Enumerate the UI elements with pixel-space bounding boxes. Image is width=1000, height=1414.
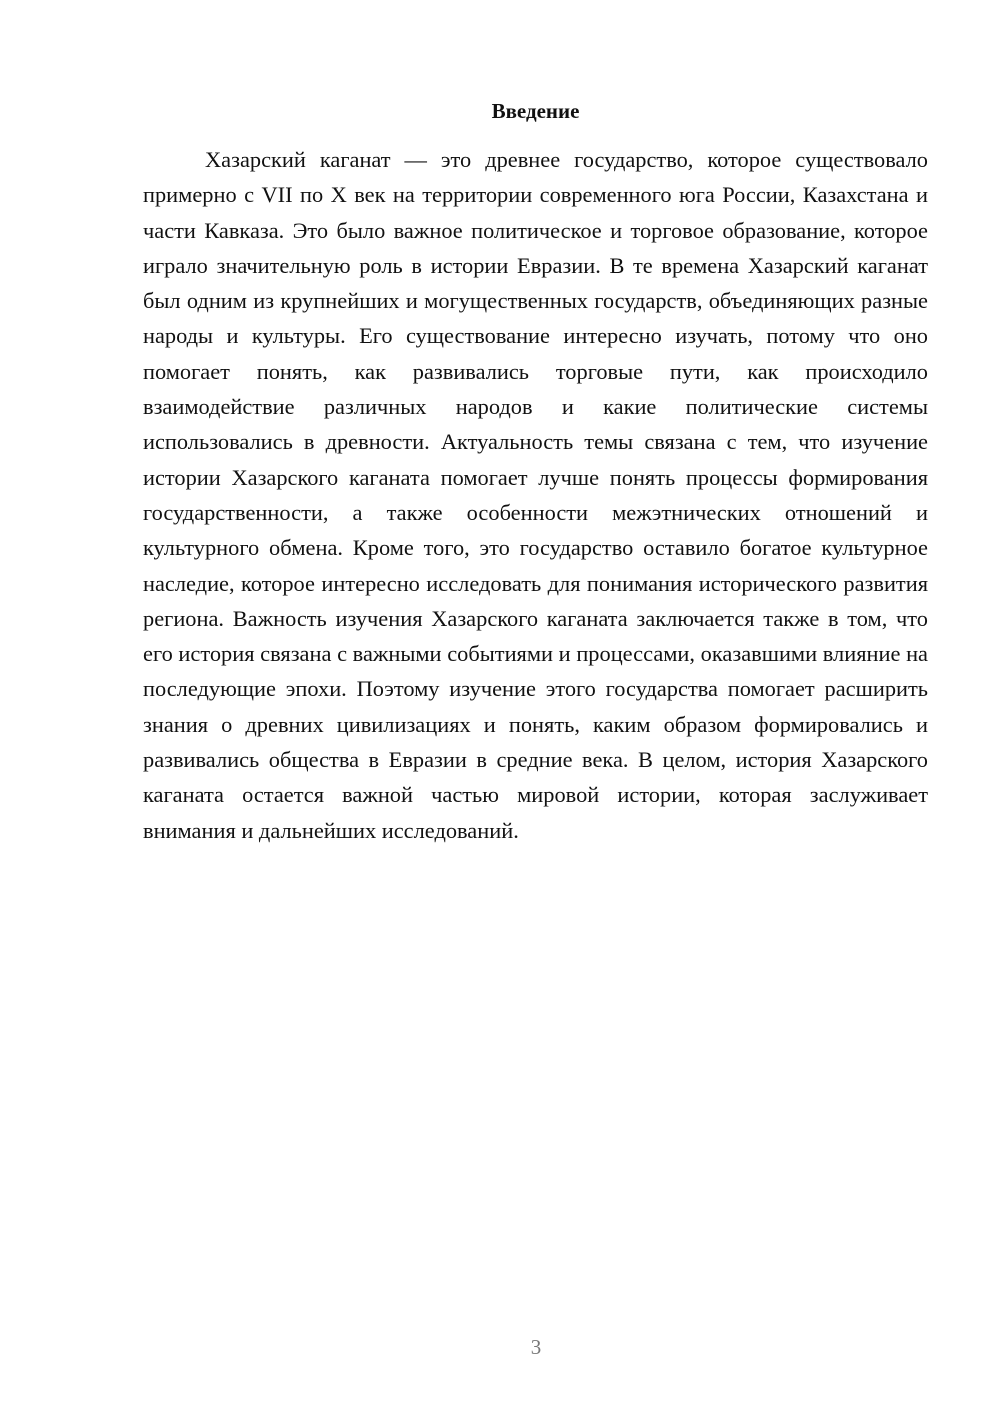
page-number: 3 bbox=[530, 1335, 542, 1359]
section-heading: Введение bbox=[491, 99, 580, 123]
body-paragraph: Хазарский каганат — это древнее государство, которое существовало примерно с VII по X век на территории современного юга России, Казахстана и части Кавказа. Это было важное политическое и торговое образование, которое играло значительную роль в истории Евразии. В те времена Хазарский каганат был одним из крупнейших и могущественных государств, объединяющих разные народы и культуры. Его существование интересно изучать, потому что оно помогает понять, как развивались торговые пути, как происходило взаимодействие различных народов и какие политические системы использовались в древности. Актуальность темы связана с тем, что изучение истории Хазарского каганата помогает лучше понять процессы формирования государственности, а также особенности межэтнических отношений и культурного обмена. Кроме того, это государство оставило богатое культурное наследие, которое интересно исследовать для понимания исторического развития региона. Важность изучения Хазарского каганата заключается также в том, что его история связана с важными событиями и процессами, оказавшими влияние на последующие эпохи. Поэтому изучение этого государства помогает расширить знания о древних цивилизациях и понять, каким образом формировались и развивались общества в Евразии в средние века. В целом, история Хазарского каганата остается важной частью мировой истории, которая заслуживает внимания и дальнейших исследований. bbox=[143, 147, 928, 843]
